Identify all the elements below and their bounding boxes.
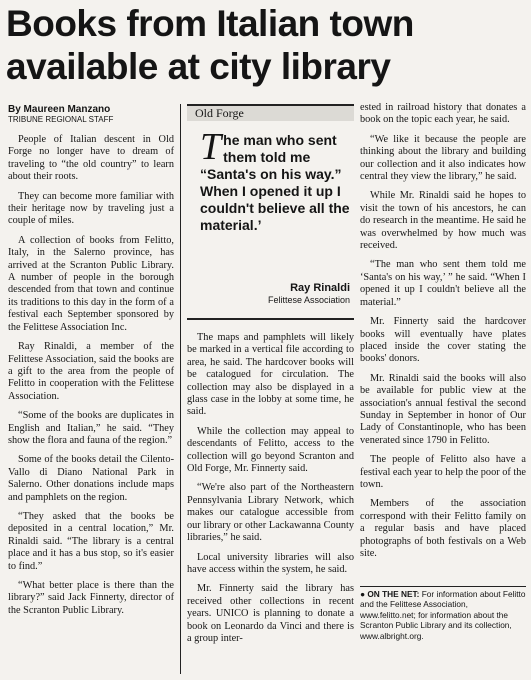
pull-quote: [200, 126, 352, 234]
headline: Books from Italian town available at city library: [6, 3, 414, 87]
paragraph: Mr. Rinaldi said the books will also be available for public view at the association's annual festival the second Sunday in September in honor of Our Lady of Constantinople, who has been venerated since 1790 in Felitto.: [360, 372, 526, 446]
paragraph: The maps and pamphlets will likely be marked in a vertical file according to area, he said. The hardcover books will be catalogued for circulation. The collection may also be displayed in a glass case in the lobby at some time, he said.: [187, 332, 354, 418]
on-the-net-rule: [360, 586, 526, 587]
paragraph: While the collection may appeal to descendants of Felitto, access to the collection will go beyond Scranton and Old Forge, Mr. Finnerty said.: [187, 425, 354, 475]
paragraph: Some of the books detail the Cilento-Vallo di Diano National Park in Salerno. Other donations include maps and pamphlets on the region.: [8, 454, 174, 503]
section-label-text: Old Forge: [195, 106, 244, 120]
paragraph: “The man who sent them told me ‘Santa's on his way,’ ” he said. “When I opened it up I couldn't believe all the material.”: [360, 259, 526, 308]
pull-quote-name: Ray Rinaldi: [290, 282, 350, 294]
paragraph: “We like it because the people are thinking about the library and building our collection and it also indicates how central they view the library,” he said.: [360, 133, 526, 183]
section-label: [187, 104, 354, 121]
pull-quote-org: Felittese Association: [267, 295, 350, 305]
on-the-net-text: For information about Felitto and the Felittese Association, www.felitto.net; for information about the Scranton Public Library and its collection, www.albright.org.: [360, 589, 526, 641]
article-column-1: [8, 134, 174, 624]
paragraph: “They asked that the books be deposited in a central location,” Mr. Rinaldi said. “The library is a central place and it has a bus stop, so it's easier to find.”: [8, 510, 174, 572]
pull-quote-rule: [187, 318, 354, 320]
paragraph: Mr. Finnerty said the hardcover books will eventually have plates placed inside the cover stating the books' donors.: [360, 316, 526, 365]
paragraph: Local university libraries will also have access within the system, he said.: [187, 551, 354, 575]
paragraph: While Mr. Rinaldi said he hopes to visit the town of his ancestors, he can do research in the meantime. He said he was overwhelmed by how much was received.: [360, 190, 526, 252]
paragraph: ested in railroad history that donates a book on the topic each year, he said.: [360, 102, 526, 126]
pull-quote-attribution: [230, 282, 350, 306]
on-the-net-box: [360, 589, 526, 641]
paragraph: A collection of books from Felitto, Italy, in the Salerno province, has arrived at the Scranton Public Library. A number of people in the borough descended from that town and continue its traditions to this day in the form of a festival each September sponsored by the Felittese Association Inc.: [8, 234, 174, 333]
column-divider: [180, 104, 181, 674]
staff-credit: TRIBUNE REGIONAL STAFF: [8, 115, 114, 124]
paragraph: Mr. Finnerty said the library has received other collections in recent years. UNICO is planning to donate a book on Leonardo da Vinci and there is a group inter-: [187, 583, 354, 644]
on-the-net-label: ● ON THE NET:: [360, 589, 420, 599]
byline: By Maureen Manzano: [8, 104, 111, 115]
paragraph: Members of the association correspond with their Felitto family on a regular basis and have placed photographs of both festivals on a Web site.: [360, 498, 526, 559]
paragraph: “Some of the books are duplicates in English and Italian,” he said. “They show the flora and fauna of the region.”: [8, 410, 174, 446]
paragraph: People of Italian descent in Old Forge no longer have to dream of traveling to “the old country” to learn about their roots.: [8, 134, 174, 183]
paragraph: The people of Felitto also have a festival each year to help the poor of the town.: [360, 454, 526, 490]
paragraph: They can become more familiar with their heritage now by traveling just a couple of miles.: [8, 190, 174, 227]
article-column-2: [187, 332, 354, 652]
pull-quote-text: he man who sent them told me “Santa's on his way.” When I opened it up I couldn't believe all the material.’: [200, 132, 350, 233]
article-column-3: [360, 102, 526, 567]
pull-quote-dropcap: T: [200, 126, 222, 168]
paragraph: “We're also part of the Northeastern Pennsylvania Library Network, which makes our catalogue accessible from our library or other Lackawanna County libraries,” he said.: [187, 482, 354, 544]
paragraph: “What better place is there than the library?” said Jack Finnerty, director of the Scranton Public Library.: [8, 580, 174, 616]
paragraph: Ray Rinaldi, a member of the Felittese Association, said the books are a gift to the area from the people of Felitto in cooperation with the Felittese Association.: [8, 341, 174, 402]
